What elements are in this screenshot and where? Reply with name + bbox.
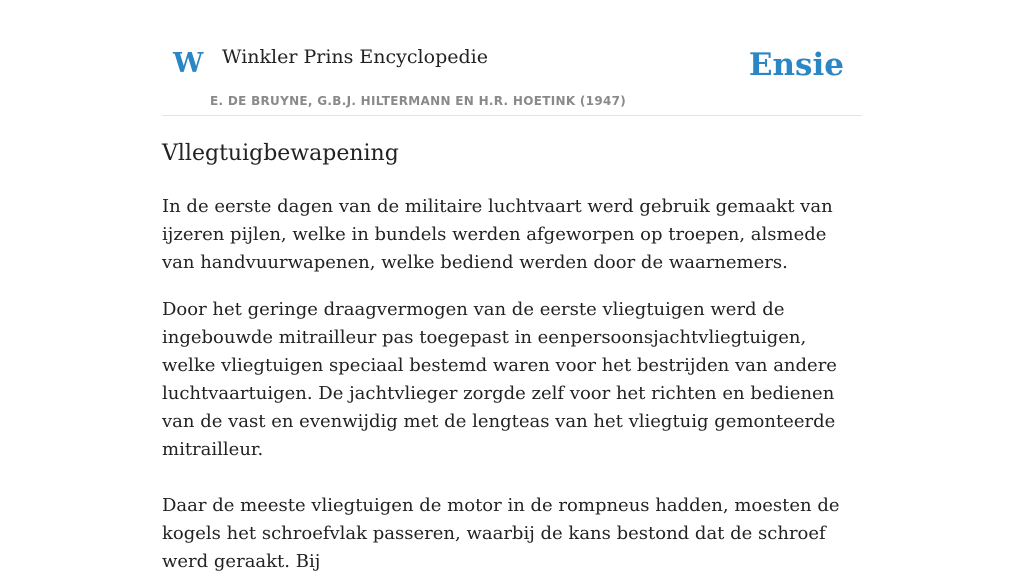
article-paragraph: In de eerste dagen van de militaire luchtvaart werd gebruik gemaakt van ijzeren pijlen, welke in bundels werden afgeworpen op troepen, alsmede van handvuurwapenen, welke bediend werden door de waarnemers. bbox=[162, 195, 833, 273]
header bbox=[162, 0, 862, 116]
article-paragraph: Door het geringe draagvermogen van de eerste vliegtuigen werd de ingebouwde mitrailleur pas toegepast in eenpersoonsjachtvliegtuigen, welke vliegtuigen speciaal bestemd waren voor het bestrijden van andere luchtvaartuigen. De jachtvlieger zorgde zelf voor het richten en bedienen van de vast en evenwijdig met de lengteas van het vliegtuig gemonteerde mitrailleur. bbox=[162, 298, 837, 460]
winkler-prins-logo[interactable]: W bbox=[173, 48, 204, 79]
article-title: Vllegtuigbewapening bbox=[162, 141, 399, 166]
source-title[interactable]: Winkler Prins Encyclopedie bbox=[222, 46, 488, 68]
source-authors: E. DE BRUYNE, G.B.J. HILTERMANN EN H.R. HOETINK (1947) bbox=[210, 94, 627, 108]
content-container bbox=[162, 0, 862, 576]
ensie-brand-logo[interactable]: Ensie bbox=[748, 47, 844, 83]
article-body bbox=[162, 193, 862, 576]
article-paragraph: Daar de meeste vliegtuigen de motor in de rompneus hadden, moesten de kogels het schroefvlak passeren, waarbij de kans bestond dat de schroef werd geraakt. Bij bbox=[162, 494, 840, 572]
